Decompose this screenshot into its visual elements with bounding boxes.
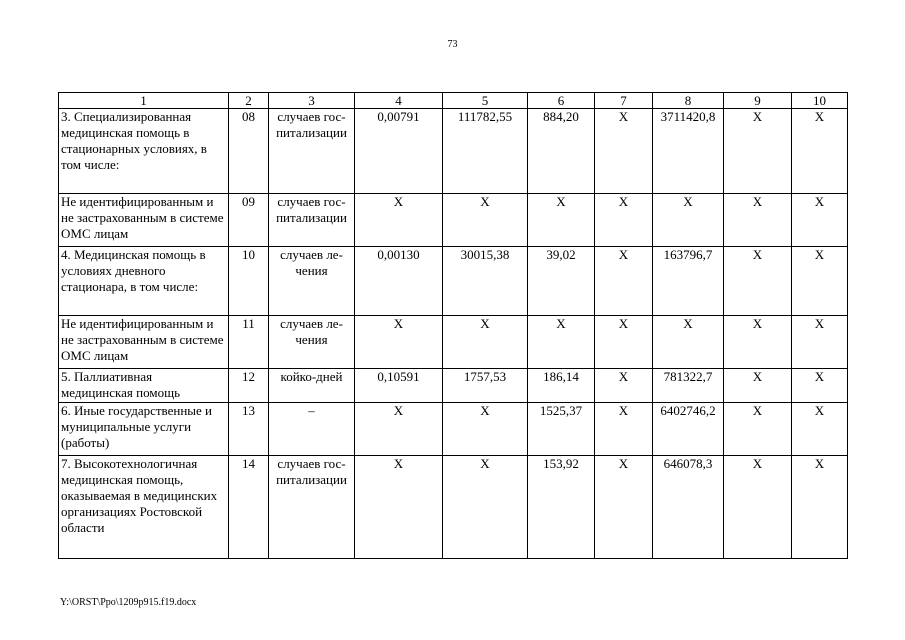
table-cell: Х [724,109,792,194]
table-header-row [59,93,848,109]
table-cell: 3. Специализированная медицинская помощь в стационарных условиях, в том числе: [59,109,229,194]
table-cell: 6402746,2 [653,403,724,456]
table-cell: Х [724,194,792,247]
column-header: 1 [59,93,229,109]
table-cell: случаев гос-питализации [269,109,355,194]
table-cell: Х [355,316,443,369]
page-number: 73 [447,39,458,50]
table-cell: 1525,37 [528,403,595,456]
table-cell: Х [792,247,848,316]
table-cell: Х [792,369,848,403]
table-cell: 0,00130 [355,247,443,316]
table-cell: Х [792,194,848,247]
table-cell: Х [443,456,528,559]
column-header: 5 [443,93,528,109]
table-cell: случаев гос-питализации [269,194,355,247]
table-cell: 7. Высокотехнологичная медицинская помощь, оказываемая в медицинских организациях Ростовской области [59,456,229,559]
table-cell: случаев ле-чения [269,247,355,316]
table-row [59,109,848,194]
table-cell: Х [443,194,528,247]
table-cell: 163796,7 [653,247,724,316]
table-cell: случаев гос-питализации [269,456,355,559]
table-cell: Х [792,316,848,369]
table-row [59,316,848,369]
table-cell: 1757,53 [443,369,528,403]
table-cell: 12 [229,369,269,403]
table-cell: Х [724,247,792,316]
table-cell: 3711420,8 [653,109,724,194]
footer-file-path: Y:\ORST\Ppo\1209p915.f19.docx [60,597,197,608]
table-cell: 781322,7 [653,369,724,403]
column-header: 9 [724,93,792,109]
table-cell: Х [595,403,653,456]
table-cell: 09 [229,194,269,247]
table-cell: Х [595,456,653,559]
column-header: 10 [792,93,848,109]
table-cell: 0,10591 [355,369,443,403]
table-cell: 14 [229,456,269,559]
table-cell: Х [595,247,653,316]
table-cell: 39,02 [528,247,595,316]
table-cell: Х [792,456,848,559]
table-cell: Х [528,316,595,369]
table-cell: Х [528,194,595,247]
column-header: 8 [653,93,724,109]
table-row [59,456,848,559]
table-row [59,403,848,456]
column-header: 2 [229,93,269,109]
table-cell: Х [724,456,792,559]
table-cell: 13 [229,403,269,456]
table-cell: койко-дней [269,369,355,403]
table-cell: Х [595,369,653,403]
table-cell: Х [355,194,443,247]
table-cell: Х [595,316,653,369]
table-cell: 11 [229,316,269,369]
table-cell: Х [443,403,528,456]
table-cell: Х [595,194,653,247]
table-cell: Х [724,316,792,369]
table-row [59,194,848,247]
table-cell: Х [355,403,443,456]
table-cell: случаев ле-чения [269,316,355,369]
table-cell: 646078,3 [653,456,724,559]
table-cell: 6. Иные государственные и муниципальные услуги (работы) [59,403,229,456]
table-cell: 4. Медицинская помощь в условиях дневного стационара, в том числе: [59,247,229,316]
table-cell: Х [724,403,792,456]
table-cell: 5. Паллиативная медицинская помощь [59,369,229,403]
table-cell: Не идентифицированным и не застрахованным в системе ОМС лицам [59,194,229,247]
table-cell: – [269,403,355,456]
table-cell: Х [355,456,443,559]
table-cell: Х [792,109,848,194]
table-cell: Х [595,109,653,194]
table-cell: Х [792,403,848,456]
table-cell: Х [653,316,724,369]
table-cell: Х [653,194,724,247]
table-cell: 08 [229,109,269,194]
table-cell: 30015,38 [443,247,528,316]
data-table [58,92,848,559]
table-cell: 111782,55 [443,109,528,194]
table-cell: 10 [229,247,269,316]
column-header: 4 [355,93,443,109]
column-header: 7 [595,93,653,109]
table-cell: Х [443,316,528,369]
table-cell: 186,14 [528,369,595,403]
table-cell: Не идентифицированным и не застрахованным в системе ОМС лицам [59,316,229,369]
table-cell: 0,00791 [355,109,443,194]
table-cell: 884,20 [528,109,595,194]
column-header: 3 [269,93,355,109]
table-cell: 153,92 [528,456,595,559]
column-header: 6 [528,93,595,109]
table-cell: Х [724,369,792,403]
table-row [59,247,848,316]
table-row [59,369,848,403]
